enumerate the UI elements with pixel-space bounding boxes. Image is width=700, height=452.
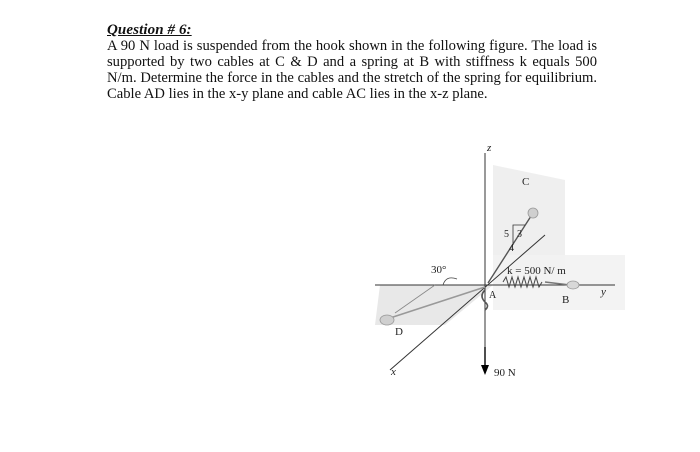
point-c-label: C [522,176,530,188]
anchor-c [528,208,538,218]
ratio-4-label: 4 [509,243,514,254]
angle-label: 30° [431,264,447,276]
point-b-label: B [562,294,570,306]
question-title: Question # 6: [107,22,192,38]
point-a-label: A [489,290,497,301]
anchor-b [567,281,579,289]
ratio-5-label: 5 [504,229,509,240]
y-axis-label: y [601,286,606,298]
angle-arc [443,278,457,285]
statics-figure [365,135,625,385]
ratio-3-label: 3 [517,229,522,240]
spring-stiffness-label: k = 500 N/ m [507,265,566,277]
anchor-d [380,315,394,325]
load-arrow-head [481,365,489,375]
point-d-label: D [395,326,403,338]
x-axis-label: x [391,366,396,378]
load-label: 90 N [494,367,516,379]
question-text: A 90 N load is suspended from the hook shown in the following figure. The load is supported by two cables at C & D and a spring at B with stiffness k equals 500 N/m. Determine the force in the cables and the stretch of the spring for equilibrium. Cable AD lies in the x-y plane and cable AC lies in the x-z plane. [107,38,597,102]
z-axis-label: z [487,142,492,154]
